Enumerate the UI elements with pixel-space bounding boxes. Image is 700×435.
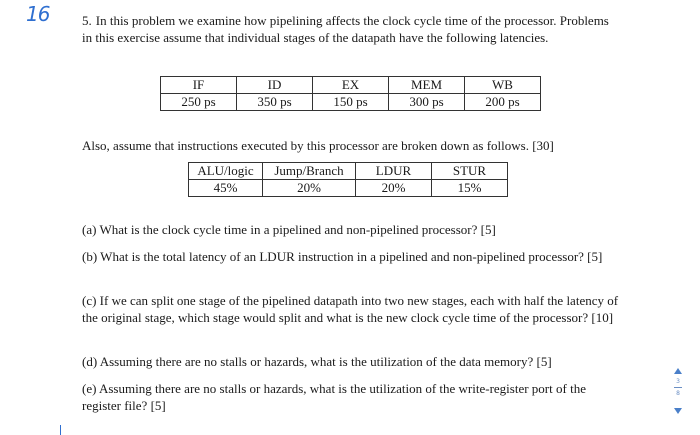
table-cell: 20% xyxy=(356,180,432,197)
handwritten-page-mark: 16 xyxy=(26,2,50,26)
instruction-mix-intro: Also, assume that instructions executed by this processor are broken down as follows. [30] xyxy=(82,138,554,153)
table-cell: 250 ps xyxy=(161,94,237,111)
question-b: (b) What is the total latency of an LDUR instruction in a pipelined and non-pipelined processor? [5] xyxy=(82,249,603,264)
table-header-row xyxy=(161,77,541,94)
stage-latency-table xyxy=(160,76,541,111)
question-c: (c) If we can split one stage of the pipelined datapath into two new stages, each with half the latency of the original stage, which stage would split and what is the new clock cycle time of the processor? [10] xyxy=(82,293,619,325)
table-header-cell: IF xyxy=(161,77,237,94)
table-header-cell: STUR xyxy=(432,163,508,180)
problem-intro xyxy=(82,13,622,46)
question-a: (a) What is the clock cycle time in a pipelined and non-pipelined processor? [5] xyxy=(82,222,496,237)
table-row xyxy=(189,180,508,197)
table-cell: 45% xyxy=(189,180,263,197)
table-header-cell: LDUR xyxy=(356,163,432,180)
table-header-cell: MEM xyxy=(389,77,465,94)
table-cell: 350 ps xyxy=(237,94,313,111)
table-header-cell: WB xyxy=(465,77,541,94)
total-pages: 8 xyxy=(676,390,680,397)
table-cell: 20% xyxy=(263,180,356,197)
question-d: (d) Assuming there are no stalls or hazards, what is the utilization of the data memory? [5] xyxy=(82,354,552,369)
table-header-row xyxy=(189,163,508,180)
problem-intro-text: In this problem we examine how pipelining affects the clock cycle time of the processor. Problems in this exercise assume that individual stages of the datapath have the following latencies. xyxy=(82,13,609,45)
table-header-cell: ID xyxy=(237,77,313,94)
question-e: (e) Assuming there are no stalls or hazards, what is the utilization of the write-register port of the register file? [5] xyxy=(82,381,586,413)
next-page-icon[interactable] xyxy=(674,408,682,414)
table-cell: 15% xyxy=(432,180,508,197)
current-page: 3 xyxy=(676,378,680,385)
page-indicator xyxy=(673,377,683,398)
instruction-mix-table xyxy=(188,162,508,197)
table-cell: 300 ps xyxy=(389,94,465,111)
page-separator xyxy=(674,387,682,388)
table-header-cell: ALU/logic xyxy=(189,163,263,180)
problem-number: 5. xyxy=(82,13,92,28)
table-cell: 150 ps xyxy=(313,94,389,111)
table-row xyxy=(161,94,541,111)
table-header-cell: EX xyxy=(313,77,389,94)
table-cell: 200 ps xyxy=(465,94,541,111)
page-navigator xyxy=(671,368,685,414)
previous-page-icon[interactable] xyxy=(674,368,682,374)
table-header-cell: Jump/Branch xyxy=(263,163,356,180)
